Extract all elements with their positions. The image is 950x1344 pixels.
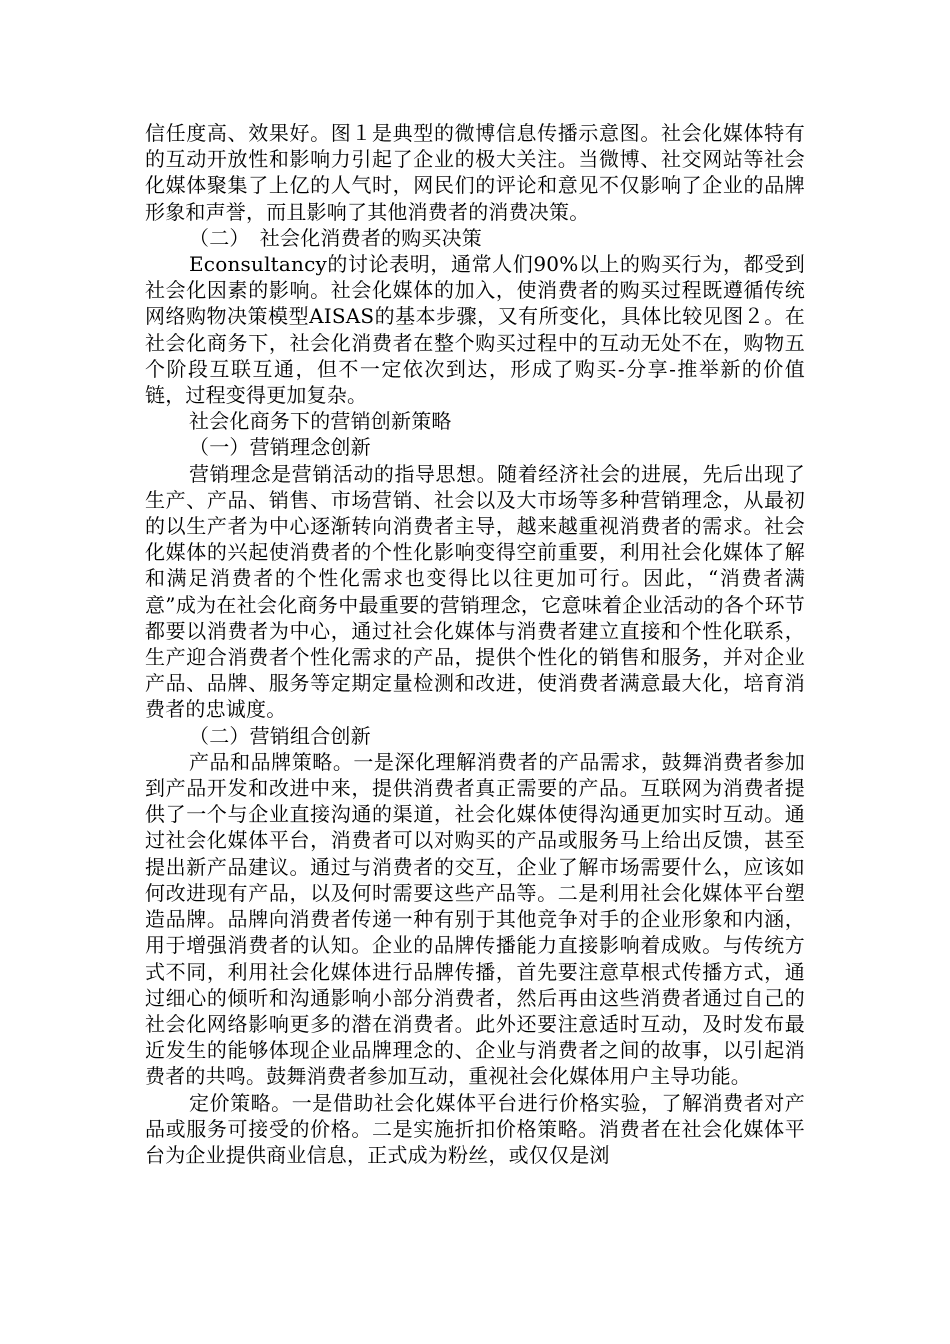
subsection-heading-mix-innovation: （二）营销组合创新 (189, 723, 371, 748)
section-heading-marketing-strategy: 社会化商务下的营销创新策略 (189, 409, 452, 434)
paragraph-econsultancy: Econsultancy的讨论表明，通常人们90%以上的购买行为，都受到社会化因素的影响。社会化媒体的加入，使消费者的购买过程既遵循传统网络购物决策模型AISAS的基本步骤，又有所变化，具体比较见图２。在社会化商务下，社会化消费者在整个购买过程中的互动无处不在，购物五个阶段互联互通，但不一定依次到达，形成了购买-分享-推举新的价值链，过程变得更加复杂。 (145, 252, 805, 408)
paragraph-pricing-strategy: 定价策略。一是借助社会化媒体平台进行价格实验，了解消费者对产品或服务可接受的价格。二是实施折扣价格策略。消费者在社会化媒体平台为企业提供商业信息，正式成为粉丝，或仅仅是浏 (145, 1090, 805, 1167)
document-body (145, 120, 805, 1168)
paragraph-product-brand-strategy: 产品和品牌策略。一是深化理解消费者的产品需求，鼓舞消费者参加到产品开发和改进中来，提供消费者真正需要的产品。互联网为消费者提供了一个与企业直接沟通的渠道，社会化媒体使得沟通更加实时互动。通过社会化媒体平台，消费者可以对购买的产品或服务马上给出反馈，甚至提出新产品建议。通过与消费者的交互，企业了解市场需要什么，应该如何改进现有产品，以及何时需要这些产品等。二是利用社会化媒体平台塑造品牌。品牌向消费者传递一种有别于其他竞争对手的企业形象和内涵，用于增强消费者的认知。企业的品牌传播能力直接影响着成败。与传统方式不同，利用社会化媒体进行品牌传播，首先要注意草根式传播方式，通过细心的倾听和沟通影响小部分消费者，然后再由这些消费者通过自己的社会化网络影响更多的潜在消费者。此外还要注意适时互动，及时发布最近发生的能够体现企业品牌理念的、企业与消费者之间的故事，以引起消费者的共鸣。鼓舞消费者参加互动，重视社会化媒体用户主导功能。 (145, 749, 805, 1089)
subsection-heading-concept-innovation: （一）营销理念创新 (189, 435, 371, 460)
paragraph-continuation: 信任度高、效果好。图１是典型的微博信息传播示意图。社会化媒体特有的互动开放性和影响力引起了企业的极大关注。当微博、社交网站等社会化媒体聚集了上亿的人气时，网民们的评论和意见不仅影响了企业的品牌形象和声誉，而且影响了其他消费者的消费决策。 (145, 121, 805, 224)
paragraph-marketing-concept: 营销理念是营销活动的指导思想。随着经济社会的进展，先后出现了生产、产品、销售、市场营销、社会以及大市场等多种营销理念，从最初的以生产者为中心逐渐转向消费者主导，越来越重视消费者的需求。社会化媒体的兴起使消费者的个性化影响变得空前重要，利用社会化媒体了解和满足消费者的个性化需求也变得比以往更加可行。因此，“消费者满意”成为在社会化商务中最重要的营销理念，它意味着企业活动的各个环节都要以消费者为中心，通过社会化媒体与消费者建立直接和个性化联系，生产迎合消费者个性化需求的产品，提供个性化的销售和服务，并对企业产品、品牌、服务等定期定量检测和改进，使消费者满意最大化，培育消费者的忠诚度。 (145, 461, 805, 722)
section-heading-purchase-decision: （二） 社会化消费者的购买决策 (189, 225, 482, 250)
